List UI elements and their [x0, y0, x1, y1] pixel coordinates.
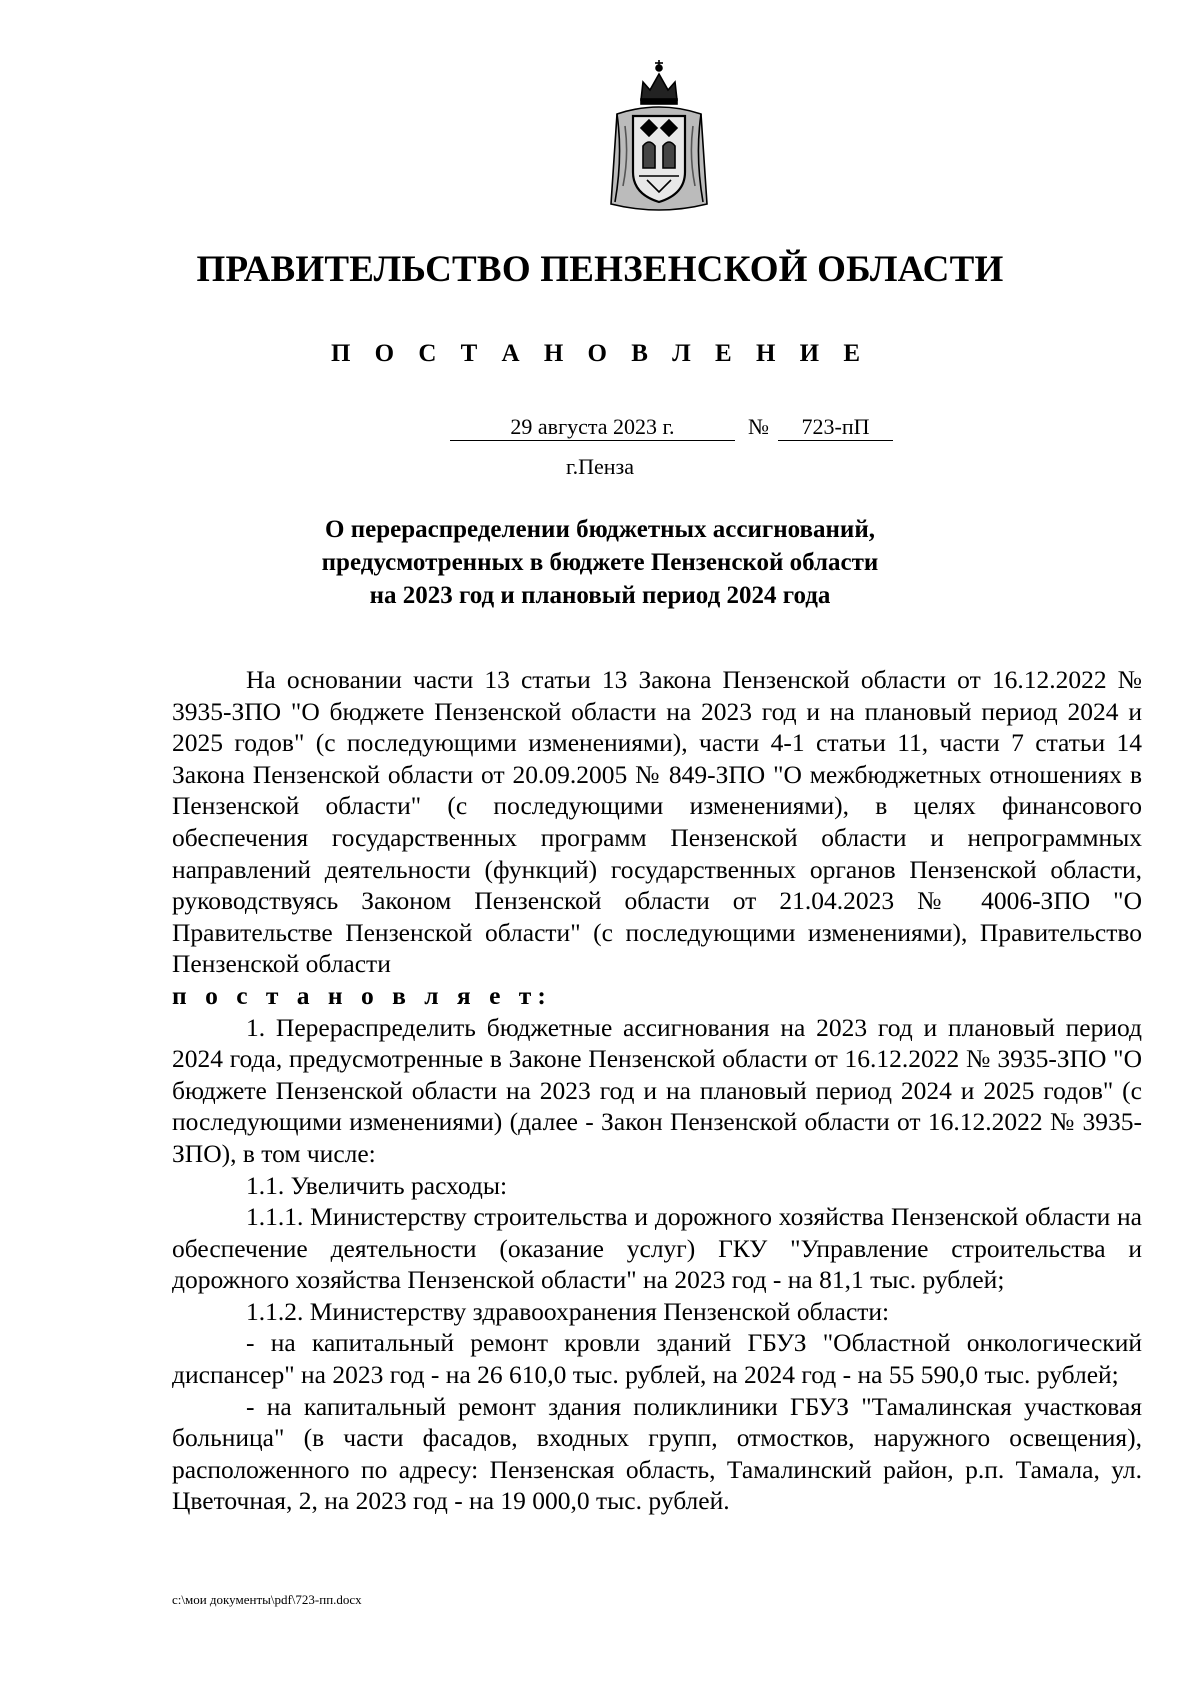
footer-file-path: c:\мои документы\pdf\723-пп.docx — [172, 1592, 362, 1607]
city: г.Пенза — [566, 454, 634, 479]
dash-item: - на капитальный ремонт кровли зданий ГБУЗ "Областной онкологический диспансер" на 2023 год - на 26 610,0 тыс. рублей, на 2024 год - на 55 590,0 тыс. рублей; — [172, 1328, 1142, 1390]
paragraph-1: 1. Перераспределить бюджетные ассигнования на 2023 год и плановый период 2024 года, предусмотренные в Законе Пензенской области от 16.12.2022 № 3935-ЗПО "О бюджете Пензенской области на 2023 год и на плановый период 2024 и 2025 годов" (с последующими изменениями) (далее - Закон Пензенской области от 16.12.2022 № 3935-ЗПО), в том числе: — [172, 1012, 1142, 1168]
government-title: ПРАВИТЕЛЬСТВО ПЕНЗЕНСКОЙ ОБЛАСТИ — [196, 249, 1004, 290]
document-type: П О С Т А Н О В Л Е Н И Е — [330, 340, 870, 367]
decree-word: п о с т а н о в л я е т: — [172, 980, 552, 1010]
paragraph-1-1-1: 1.1.1. Министерству строительства и дорожного хозяйства Пензенской области на обеспечение деятельности (оказание услуг) ГКУ "Управление строительства и дорожного хозяйства Пензенской области" на 2023 год - на 81,1 тыс. рублей; — [172, 1202, 1142, 1295]
number-sign: № — [748, 414, 769, 439]
subject-line: предусмотренных в бюджете Пензенской области — [321, 549, 879, 576]
paragraph-1-1-2: 1.1.2. Министерству здравоохранения Пензенской области: — [246, 1296, 890, 1326]
document-date: 29 августа 2023 г. — [450, 414, 735, 441]
coat-of-arms-emblem — [603, 56, 715, 216]
subject-line: О перераспределении бюджетных ассигнований, — [325, 516, 875, 543]
date-number-row — [0, 414, 1200, 444]
document-subject — [0, 513, 1200, 612]
preamble-paragraph: На основании части 13 статьи 13 Закона Пензенской области от 16.12.2022 № 3935-ЗПО "О бюджете Пензенской области на 2023 год и на плановый период 2024 и 2025 годов" (с последующими изменениями), части 4-1 статьи 11, части 7 статьи 14 Закона Пензенской области от 20.09.2005 № 849-ЗПО "О межбюджетных отношениях в Пензенской области" (с последующими изменениями), в целях финансового обеспечения государственных программ Пензенской области и непрограммных направлений деятельности (функций) государственных органов Пензенской области, руководствуясь Законом Пензенской области от 21.04.2023 № 4006-ЗПО "О Правительстве Пензенской области" (с последующими изменениями), Правительство Пензенской области — [172, 665, 1142, 979]
paragraph-1-1: 1.1. Увеличить расходы: — [246, 1170, 508, 1200]
subject-line: на 2023 год и плановый период 2024 года — [369, 582, 831, 609]
dash-item: - на капитальный ремонт здания поликлиники ГБУЗ "Тамалинская участковая больница" (в части фасадов, входных групп, отмостков, наружного освещения), расположенного по адресу: Пензенская область, Тамалинский район, р.п. Тамала, ул. Цветочная, 2, на 2023 год - на 19 000,0 тыс. рублей. — [172, 1391, 1142, 1516]
document-body — [172, 664, 1142, 1517]
document-number: 723-пП — [778, 414, 893, 441]
